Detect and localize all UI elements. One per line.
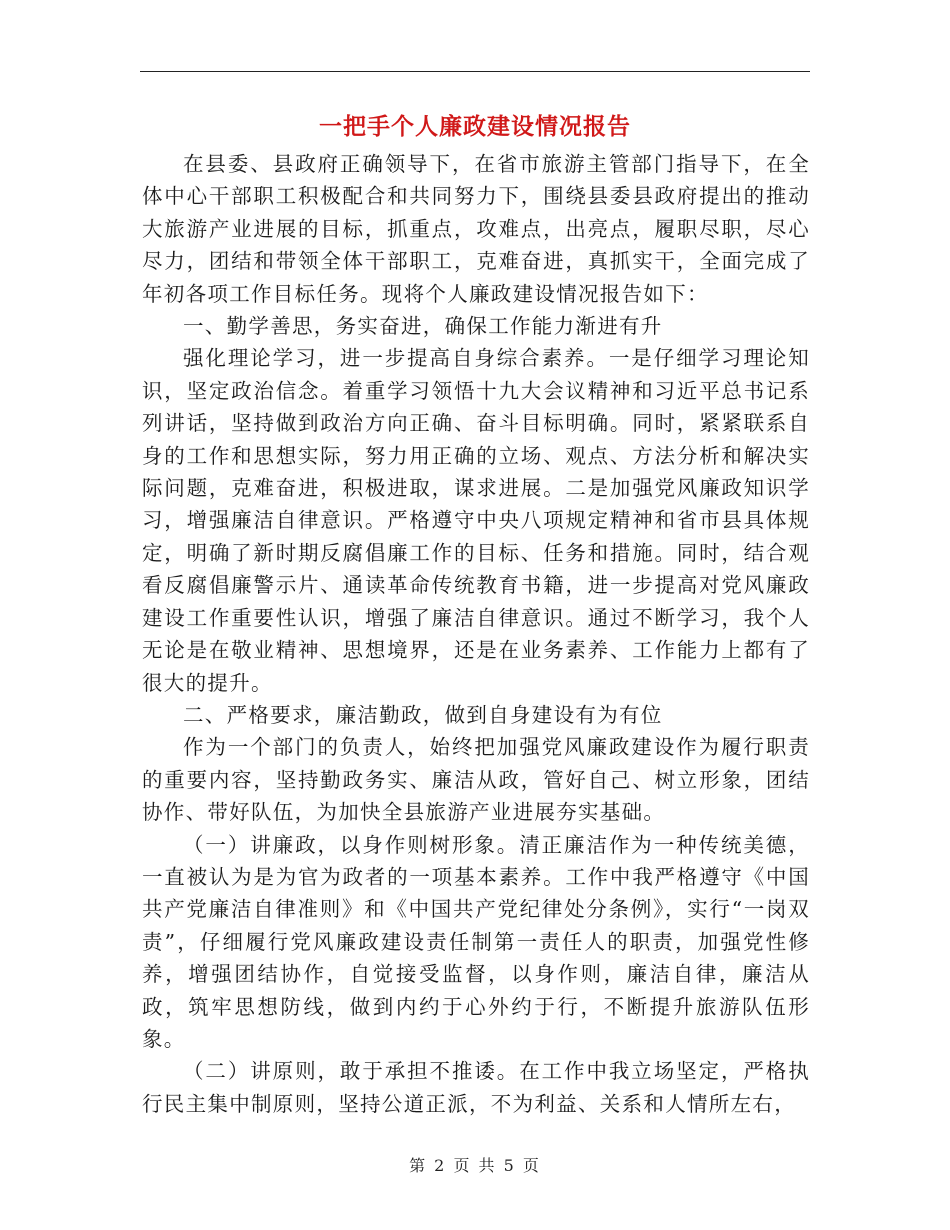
header-rule	[140, 71, 810, 72]
section-heading-1: 一、勤学善思，务实奋进，确保工作能力渐进有升	[183, 314, 663, 339]
section-1-paragraph: 强化理论学习，进一步提高自身综合素养。一是仔细学习理论知识，坚定政治信念。着重学习领悟十九大会议精神和习近平总书记系列讲话，坚持做到政治方向正确、奋斗目标明确。同时，紧紧联系自身的工作和思想实际，努力用正确的立场、观点、方法分析和解决实际问题，克难奋进，积极进取，谋求进展。二是加强党风廉政知识学习，增强廉洁自律意识。严格遵守中央八项规定精神和省市县具体规定，明确了新时期反腐倡廉工作的目标、任务和措施。同时，结合观看反腐倡廉警示片、通读革命传统教育书籍，进一步提高对党风廉政建设工作重要性认识，增强了廉洁自律意识。通过不断学习，我个人无论是在敬业精神、思想境界，还是在业务素养、工作能力上都有了很大的提升。	[142, 346, 810, 695]
subsection-1-paragraph: （一）讲廉政，以身作则树形象。清正廉洁作为一种传统美德，一直被认为是为官为政者的一项基本素养。工作中我严格遵守《中国共产党廉洁自律准则》和《中国共产党纪律处分条例》，实行“一岗双责”，仔细履行党风廉政建设责任制第一责任人的职责，加强党性修养，增强团结协作，自觉接受监督，以身作则，廉洁自律，廉洁从政，筑牢思想防线，做到内约于心外约于行，不断提升旅游队伍形象。	[142, 832, 810, 1051]
document-title: 一把手个人廉政建设情况报告	[319, 113, 631, 140]
section-2-paragraph: 作为一个部门的负责人，始终把加强党风廉政建设作为履行职责的重要内容，坚持勤政务实、廉洁从政，管好自己、树立形象，团结协作、带好队伍，为加快全县旅游产业进展夯实基础。	[142, 735, 810, 825]
intro-paragraph: 在县委、县政府正确领导下，在省市旅游主管部门指导下，在全体中心干部职工积极配合和共同努力下，围绕县委县政府提出的推动大旅游产业进展的目标，抓重点，攻难点，出亮点，履职尽职，尽心尽力，团结和带领全体干部职工，克难奋进，真抓实干，全面完成了年初各项工作目标任务。现将个人廉政建设情况报告如下：	[142, 152, 810, 306]
document-body	[142, 148, 810, 1120]
page-number-footer: 第 2 页 共 5 页	[409, 1156, 541, 1175]
section-heading-2: 二、严格要求，廉洁勤政，做到自身建设有为有位	[183, 702, 663, 727]
subsection-2-paragraph: （二）讲原则，敢于承担不推诿。在工作中我立场坚定，严格执行民主集中制原则，坚持公道正派，不为利益、关系和人情所左右，	[142, 1059, 810, 1116]
